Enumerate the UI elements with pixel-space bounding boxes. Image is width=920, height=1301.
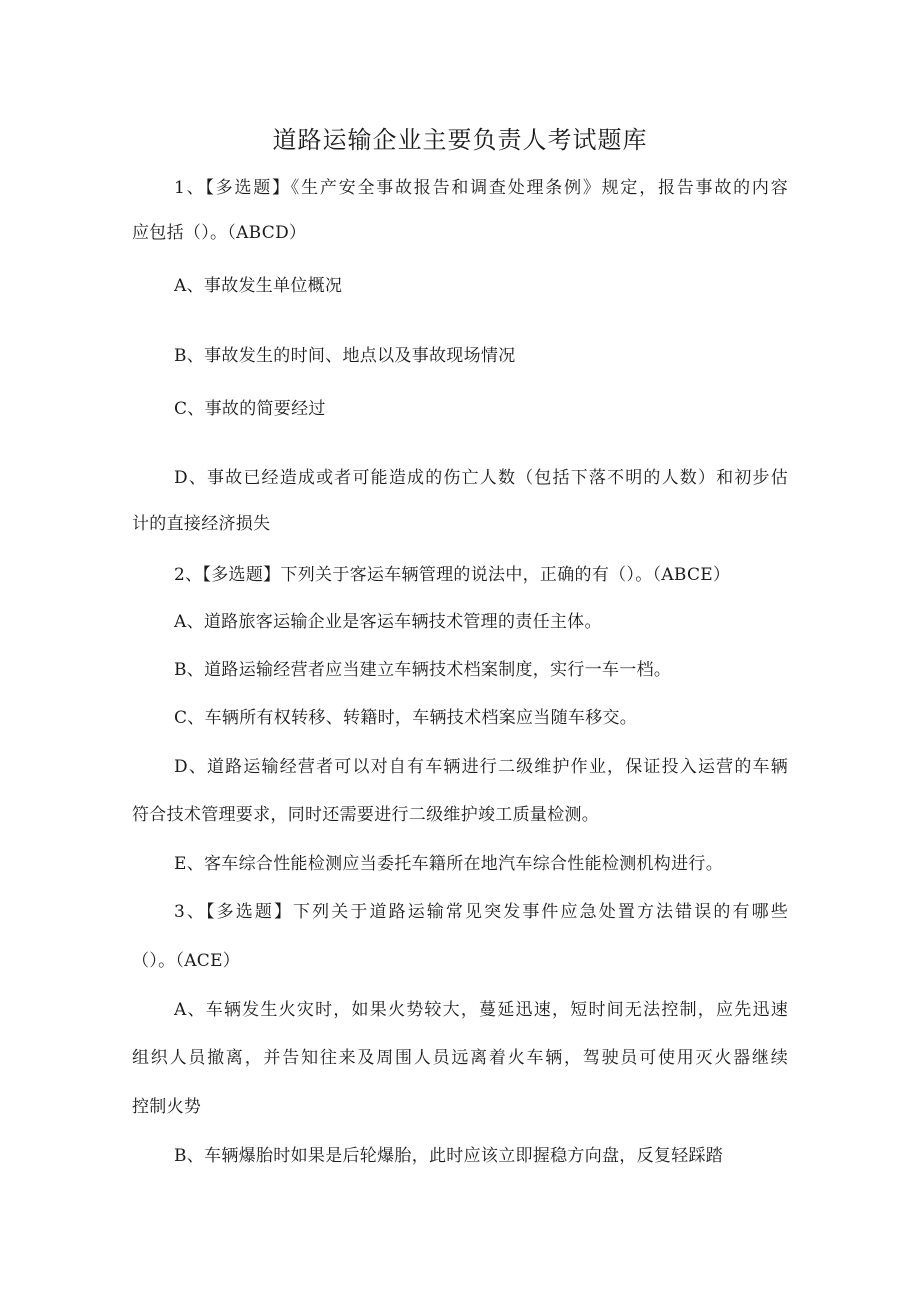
- q1-option-a: A、事故发生单位概况: [174, 276, 343, 296]
- q3-option-b: B、车辆爆胎时如果是后轮爆胎，此时应该立即握稳方向盘，反复轻踩踏: [174, 1146, 724, 1166]
- q2-stem: 2、【多选题】下列关于客运车辆管理的说法中，正确的有（）。（ABCE）: [174, 565, 731, 585]
- q1-stem-line-1: 1、【多选题】《生产安全事故报告和调查处理条例》规定，报告事故的内容: [174, 178, 788, 198]
- q1-option-d-line-2: 计的直接经济损失: [132, 514, 271, 534]
- q1-option-b: B、事故发生的时间、地点以及事故现场情况: [174, 346, 516, 366]
- q1-option-c: C、事故的简要经过: [174, 399, 326, 419]
- q3-stem-line-2: （）。（ACE）: [132, 951, 241, 971]
- q2-option-a: A、道路旅客运输企业是客运车辆技术管理的责任主体。: [174, 612, 602, 632]
- q1-stem-line-2: 应包括（）。（ABCD）: [132, 223, 307, 243]
- q2-option-d-line-2: 符合技术管理要求，同时还需要进行二级维护竣工质量检测。: [132, 805, 600, 825]
- q2-option-e: E、客车综合性能检测应当委托车籍所在地汽车综合性能检测机构进行。: [174, 854, 724, 874]
- q2-option-d-line-1: D、道路运输经营者可以对自有车辆进行二级维护作业，保证投入运营的车辆: [174, 757, 788, 777]
- q3-option-a-line-2: 组织人员撤离，并告知往来及周围人员远离着火车辆，驾驶员可使用灭火器继续: [132, 1048, 788, 1068]
- q1-option-d-line-1: D、事故已经造成或者可能造成的伤亡人数（包括下落不明的人数）和初步估: [174, 468, 788, 488]
- q3-option-a-line-1: A、车辆发生火灾时，如果火势较大，蔓延迅速，短时间无法控制，应先迅速: [174, 1000, 788, 1020]
- q2-option-b: B、道路运输经营者应当建立车辆技术档案制度，实行一车一档。: [174, 660, 672, 680]
- document-title: 道路运输企业主要负责人考试题库: [272, 126, 648, 154]
- q3-option-a-line-3: 控制火势: [132, 1097, 202, 1117]
- q3-stem-line-1: 3、【多选题】下列关于道路运输常见突发事件应急处置方法错误的有哪些: [174, 902, 788, 922]
- q2-option-c: C、车辆所有权转移、转籍时，车辆技术档案应当随车移交。: [174, 708, 638, 728]
